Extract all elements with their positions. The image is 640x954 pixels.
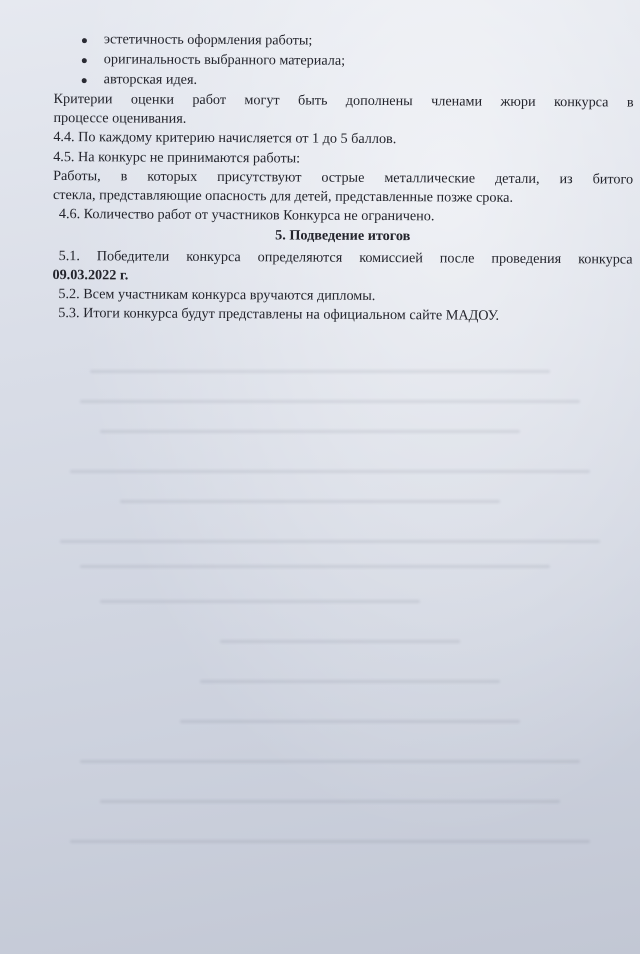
item-4-5-detail-line1: Работы, в которых присутствуют острые металлические детали, из битого <box>53 167 634 188</box>
bleed-through-text <box>60 360 620 920</box>
item-5-2: 5.2. Всем участникам конкурса вручаются дипломы. <box>58 286 376 304</box>
criteria-note-line1: Критерии оценки работ могут быть дополнены членами жюри конкурса в <box>53 90 634 111</box>
bullet-icon <box>82 78 87 83</box>
list-item: авторская идея. <box>80 70 634 93</box>
item-4-4: 4.4. По каждому критерию начисляется от 1 до 5 баллов. <box>53 129 397 148</box>
bullet-icon <box>82 58 87 63</box>
section-5-title: 5. Подведение итогов <box>275 227 411 245</box>
list-item: оригинальность выбранного материала; <box>80 50 634 73</box>
item-4-6: 4.6. Количество работ от участников Конкурса не ограничено. <box>58 206 435 225</box>
item-5-3: 5.3. Итоги конкурса будут представлены на официальном сайте МАДОУ. <box>58 305 500 324</box>
bullet-icon <box>82 38 87 43</box>
item-4-5-detail-line2: стекла, представляющие опасность для детей, представленные позже срока. <box>52 187 514 206</box>
item-4-5: 4.5. На конкурс не принимаются работы: <box>53 148 301 167</box>
item-5-1-date: 09.03.2022 г. <box>52 266 129 284</box>
document-page <box>52 30 634 327</box>
criteria-note-line2: процессе оценивания. <box>53 110 187 128</box>
criteria-list <box>54 30 634 94</box>
list-item: эстетичность оформления работы; <box>80 30 634 53</box>
item-5-1-line1: 5.1. Победители конкурса определяются комиссией после проведения конкурса <box>58 247 633 268</box>
